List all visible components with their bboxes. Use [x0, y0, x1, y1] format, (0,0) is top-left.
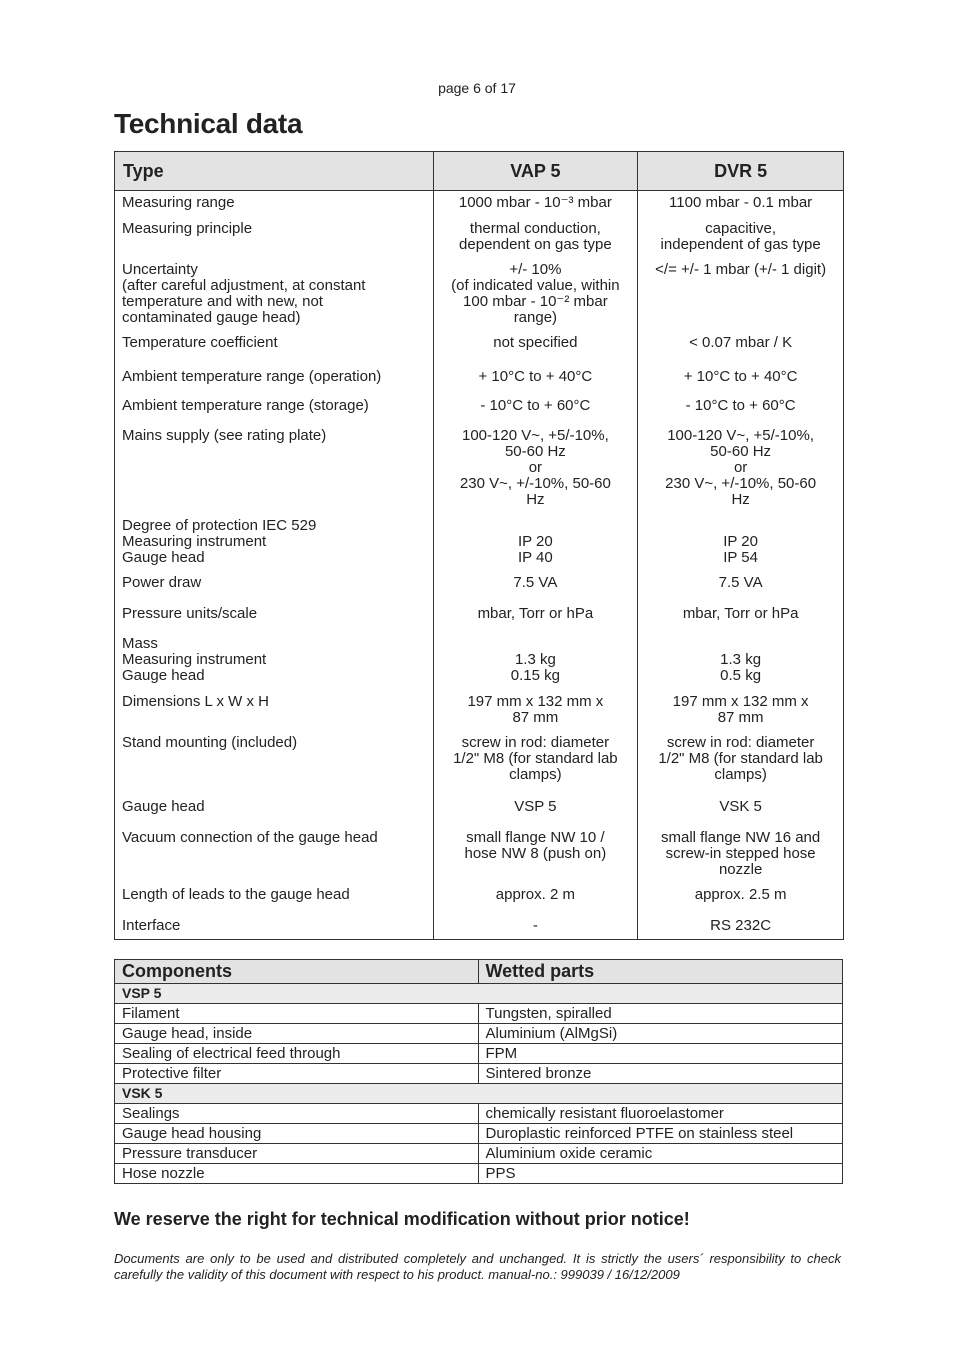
- cell-line: IP 40: [517, 548, 553, 566]
- row-label: [115, 826, 434, 883]
- table-row: [115, 1144, 843, 1164]
- cell-line: [638, 518, 843, 534]
- cell-line: approx. 2.5 m: [694, 885, 787, 903]
- cell-line: 1/2" M8 (for standard lab: [453, 749, 618, 767]
- group-label: VSP 5: [115, 984, 843, 1004]
- row-label: [115, 191, 434, 217]
- cell-line: clamps): [509, 765, 562, 783]
- cell-line: +/- 10%: [509, 260, 562, 278]
- cell-line: - 10°C to + 60°C: [685, 396, 796, 414]
- cell-line: 1100 mbar - 0.1 mbar: [669, 194, 813, 211]
- vap5-value: [433, 217, 638, 258]
- group-row: [115, 984, 843, 1004]
- table-row: [115, 883, 844, 914]
- dvr5-value: [638, 632, 844, 690]
- table-row: [115, 394, 844, 424]
- disclaimer-text: Documents are only to be used and distributed completely and unchanged. It is strictly the users´ responsibility to check carefully the validity of this document with respect to his product. manual-no.: 999039 / 16/12/2009: [114, 1251, 841, 1282]
- cell-line: screw in rod: diameter: [666, 733, 815, 751]
- cell-line: 197 mm x 132 mm x: [467, 692, 604, 710]
- cell-line: 1/2" M8 (for standard lab: [658, 749, 823, 767]
- wetted-part-material: Aluminium oxide ceramic: [478, 1144, 843, 1164]
- dvr5-value: [638, 424, 844, 514]
- cell-line: nozzle: [718, 860, 763, 878]
- cell-line: 0.15 kg: [510, 666, 560, 684]
- cell-line: Pressure units/scale: [122, 604, 258, 622]
- wetted-part-material: chemically resistant fluoroelastomer: [478, 1104, 843, 1124]
- components-body: [115, 984, 843, 1184]
- cell-line: IP 20: [517, 532, 553, 550]
- dvr5-value: [638, 602, 844, 632]
- component-name: Sealing of electrical feed through: [115, 1044, 479, 1064]
- row-label: [115, 365, 434, 394]
- technical-data-table: [114, 151, 844, 940]
- cell-line: IP 20: [723, 532, 758, 550]
- cell-line: VSP 5: [514, 797, 557, 815]
- table-row: [115, 632, 844, 690]
- cell-line: 230 V~, +/-10%, 50-60: [459, 474, 611, 492]
- cell-line: contaminated gauge head): [122, 308, 301, 326]
- dvr5-value: [638, 731, 844, 795]
- dvr5-value: [638, 514, 844, 571]
- row-label: [115, 331, 434, 365]
- header-type: Type: [115, 152, 434, 191]
- cell-line: (after careful adjustment, at constant: [122, 276, 366, 294]
- page-number: page 6 of 17: [438, 80, 516, 96]
- cell-line: Ambient temperature range (storage): [122, 396, 369, 414]
- vap5-value: [433, 365, 638, 394]
- cell-line: 50-60 Hz: [710, 442, 772, 460]
- cell-line: Stand mounting (included): [122, 733, 298, 751]
- group-row: [115, 1084, 843, 1104]
- row-label: [115, 394, 434, 424]
- vap5-value: [433, 191, 638, 217]
- cell-line: - 10°C to + 60°C: [480, 396, 591, 414]
- table-row: [115, 1064, 843, 1084]
- cell-line: Mains supply (see rating plate): [122, 426, 327, 444]
- cell-line: VSK 5: [719, 797, 762, 815]
- vap5-value: [433, 394, 638, 424]
- cell-line: (of indicated value, within: [451, 276, 620, 294]
- table-row: [115, 914, 844, 940]
- cell-line: 0.5 kg: [720, 666, 762, 684]
- table-row: [115, 191, 844, 217]
- dvr5-value: [638, 826, 844, 883]
- vap5-value: [433, 632, 638, 690]
- vap5-value: [433, 602, 638, 632]
- header-wetted-parts: Wetted parts: [478, 960, 843, 984]
- component-name: Gauge head housing: [115, 1124, 479, 1144]
- table-row: [115, 690, 844, 731]
- cell-line: 87 mm: [717, 708, 764, 726]
- vap5-value: [433, 914, 638, 940]
- dvr5-value: [638, 191, 844, 217]
- row-label: [115, 217, 434, 258]
- header-vap5: VAP 5: [433, 152, 638, 191]
- component-name: Pressure transducer: [115, 1144, 479, 1164]
- cell-line: 100-120 V~, +5/-10%,: [667, 426, 814, 444]
- cell-line: Length of leads to the gauge head: [122, 885, 350, 903]
- cell-line: range): [513, 308, 558, 326]
- cell-line: Uncertainty: [122, 260, 198, 278]
- cell-line: Measuring range: [122, 194, 235, 211]
- technical-data-body: [115, 191, 844, 940]
- cell-line: 1.3 kg: [720, 650, 762, 668]
- cell-line: 1.3 kg: [514, 650, 556, 668]
- cell-line: Measuring principle: [122, 219, 253, 237]
- row-label: [115, 632, 434, 690]
- dvr5-value: [638, 258, 844, 331]
- cell-line: Ambient temperature range (operation): [122, 367, 382, 385]
- cell-line: 7.5 VA: [718, 573, 763, 591]
- page-title: Technical data: [114, 108, 303, 139]
- dvr5-value: [638, 690, 844, 731]
- cell-line: + 10°C to + 40°C: [478, 367, 593, 385]
- component-name: Hose nozzle: [115, 1164, 479, 1184]
- vap5-value: [433, 690, 638, 731]
- wetted-part-material: Aluminium (AlMgSi): [478, 1024, 843, 1044]
- cell-line: Measuring instrument: [122, 650, 267, 668]
- cell-line: mbar, Torr or hPa: [682, 604, 799, 622]
- cell-line: Interface: [122, 916, 181, 934]
- vap5-value: [433, 258, 638, 331]
- table-row: [115, 1024, 843, 1044]
- row-label: [115, 258, 434, 331]
- cell-line: 7.5 VA: [513, 573, 558, 591]
- cell-line: or: [733, 458, 748, 476]
- component-name: Filament: [115, 1004, 479, 1024]
- vap5-value: [433, 514, 638, 571]
- component-name: Sealings: [115, 1104, 479, 1124]
- header-components: Components: [115, 960, 479, 984]
- cell-line: IP 54: [723, 548, 758, 566]
- cell-line: [434, 518, 638, 534]
- vap5-value: [433, 571, 638, 602]
- cell-line: Vacuum connection of the gauge head: [122, 828, 378, 846]
- cell-line: 100-120 V~, +5/-10%,: [461, 426, 609, 444]
- row-label: [115, 795, 434, 826]
- dvr5-value: [638, 331, 844, 365]
- table-row: [115, 602, 844, 632]
- dvr5-value: [638, 883, 844, 914]
- table-row: [115, 1124, 843, 1144]
- cell-line: mbar, Torr or hPa: [477, 604, 594, 622]
- components-header-row: [115, 960, 843, 984]
- dvr5-value: [638, 365, 844, 394]
- cell-line: Dimensions L x W x H: [122, 692, 269, 710]
- cell-line: Power draw: [122, 573, 202, 591]
- wetted-part-material: PPS: [478, 1164, 843, 1184]
- cell-line: 197 mm x 132 mm x: [672, 692, 809, 710]
- wetted-part-material: Tungsten, spiralled: [478, 1004, 843, 1024]
- cell-line: [434, 636, 638, 652]
- table-row: [115, 514, 844, 571]
- cell-line: screw-in stepped hose: [665, 844, 816, 862]
- dvr5-value: [638, 795, 844, 826]
- dvr5-value: [638, 914, 844, 940]
- cell-line: RS 232C: [710, 916, 772, 934]
- cell-line: hose NW 8 (push on): [464, 844, 607, 862]
- table-row: [115, 795, 844, 826]
- modification-notice: We reserve the right for technical modification without prior notice!: [114, 1209, 690, 1229]
- vap5-value: [433, 424, 638, 514]
- cell-line: Degree of protection IEC 529: [122, 516, 317, 534]
- cell-line: Gauge head: [122, 548, 205, 566]
- cell-line: 50-60 Hz: [504, 442, 566, 460]
- cell-line: capacitive,: [705, 219, 777, 237]
- row-label: [115, 571, 434, 602]
- components-table: [114, 959, 843, 1184]
- group-label: VSK 5: [115, 1084, 843, 1104]
- row-label: [115, 602, 434, 632]
- row-label: [115, 424, 434, 514]
- cell-line: thermal conduction,: [469, 219, 601, 237]
- table-row: [115, 731, 844, 795]
- cell-line: Hz: [731, 490, 750, 508]
- table-row: [115, 365, 844, 394]
- vap5-value: [433, 331, 638, 365]
- header-dvr5: DVR 5: [638, 152, 844, 191]
- wetted-part-material: Sintered bronze: [478, 1064, 843, 1084]
- table-row: [115, 424, 844, 514]
- table-row: [115, 571, 844, 602]
- cell-line: dependent on gas type: [459, 235, 612, 253]
- cell-line: Mass: [122, 634, 158, 652]
- vap5-value: [433, 795, 638, 826]
- cell-line: or: [528, 458, 543, 476]
- cell-line: temperature and with new, not: [122, 292, 323, 310]
- table-row: [115, 331, 844, 365]
- cell-line: 87 mm: [512, 708, 559, 726]
- table-row: [115, 1104, 843, 1124]
- row-label: [115, 514, 434, 571]
- table-row: [115, 1164, 843, 1184]
- cell-line: < 0.07 mbar / K: [689, 333, 793, 351]
- row-label: [115, 690, 434, 731]
- cell-line: Measuring instrument: [122, 532, 267, 550]
- cell-line: + 10°C to + 40°C: [683, 367, 798, 385]
- cell-line: 1000 mbar - 10⁻³ mbar: [458, 194, 612, 211]
- cell-line: small flange NW 10 /: [466, 828, 605, 846]
- cell-line: Gauge head: [122, 666, 205, 684]
- cell-line: Gauge head: [122, 797, 205, 815]
- vap5-value: [433, 826, 638, 883]
- technical-data-header-row: [115, 152, 844, 191]
- cell-line: 100 mbar - 10⁻² mbar: [463, 292, 608, 310]
- cell-line: Hz: [526, 490, 545, 508]
- component-name: Gauge head, inside: [115, 1024, 479, 1044]
- cell-line: independent of gas type: [660, 235, 821, 253]
- cell-line: clamps): [714, 765, 767, 783]
- row-label: [115, 731, 434, 795]
- cell-line: </= +/- 1 mbar (+/- 1 digit): [655, 260, 827, 278]
- table-row: [115, 217, 844, 258]
- dvr5-value: [638, 571, 844, 602]
- wetted-part-material: Duroplastic reinforced PTFE on stainless steel: [478, 1124, 843, 1144]
- dvr5-value: [638, 217, 844, 258]
- table-row: [115, 1044, 843, 1064]
- wetted-part-material: FPM: [478, 1044, 843, 1064]
- table-row: [115, 258, 844, 331]
- cell-line: not specified: [493, 333, 578, 351]
- cell-line: screw in rod: diameter: [461, 733, 610, 751]
- cell-line: [638, 636, 843, 652]
- cell-line: small flange NW 16 and: [660, 828, 821, 846]
- row-label: [115, 914, 434, 940]
- component-name: Protective filter: [115, 1064, 479, 1084]
- cell-line: Temperature coefficient: [122, 333, 278, 351]
- row-label: [115, 883, 434, 914]
- table-row: [115, 826, 844, 883]
- cell-line: -: [532, 916, 538, 934]
- table-row: [115, 1004, 843, 1024]
- cell-line: approx. 2 m: [495, 885, 575, 903]
- vap5-value: [433, 731, 638, 795]
- dvr5-value: [638, 394, 844, 424]
- vap5-value: [433, 883, 638, 914]
- cell-line: 230 V~, +/-10%, 50-60: [665, 474, 817, 492]
